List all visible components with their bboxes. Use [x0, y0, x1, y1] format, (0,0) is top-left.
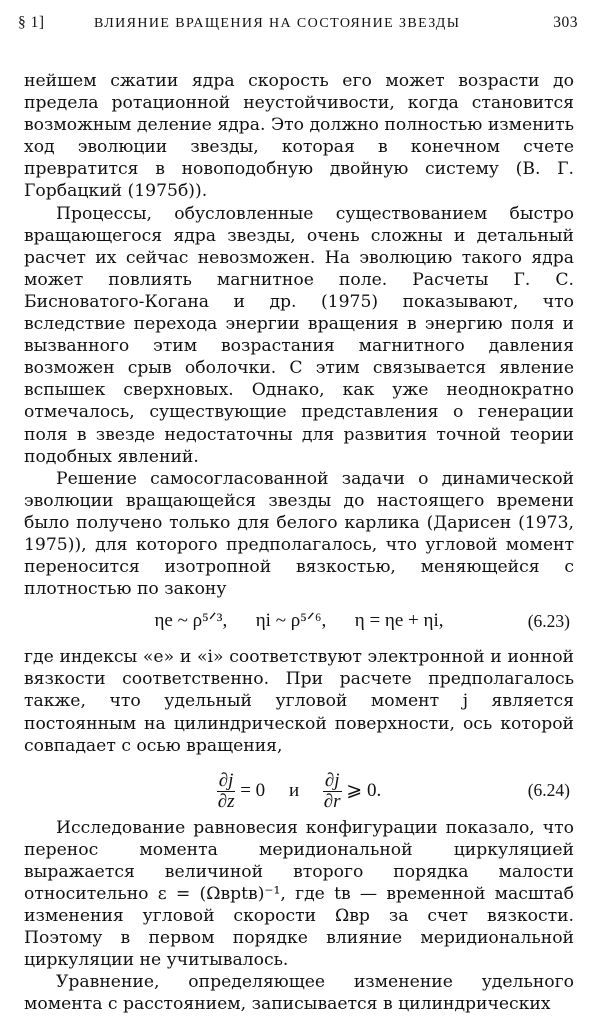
page-number: 303 — [553, 14, 578, 31]
eq-relation-zero: = 0 — [240, 779, 266, 801]
section-marker: § 1] — [18, 14, 45, 31]
eq-term-total-viscosity: η = ηe + ηi, — [354, 610, 444, 632]
paragraph-4: где индексы «e» и «i» соответствуют электронной и ионной вязкости соответственно. При расчете предполагалось также, что удельный угловой момент j является постоянным на цилиндрической поверхности, ось которой совпадает с осью вращения, — [24, 647, 574, 756]
eq-term-electron-viscosity: ηe ~ ρ⁵ᐟ³, — [154, 610, 228, 632]
equation-6-24 — [24, 757, 574, 817]
running-header — [18, 14, 578, 40]
equation-6-23 — [24, 600, 574, 646]
paragraph-5: Исследование равновесия конфигурации показало, что перенос момента меридиональной циркуляцией выражается величиной второго порядка малости относительно ε = (Ωврtв)⁻¹, где tв — временной масштаб изменения угловой скорости Ωвр за счет вязкости. Поэтому в первом порядке влияние меридиональной циркуляции не учитывалось. — [24, 817, 574, 971]
paragraph-2: Процессы, обусловленные существованием быстро вращающегося ядра звезды, очень сложны и детальный расчет их сейчас невозможен. На эволюцию такого ядра может повлиять магнитное поле. Расчеты Г. С. Бисноватого-Когана и др. (1975) показывают, что вследствие перехода энергии вращения в энергию поля и вызванного этим возрастания магнитного давления возможен срыв оболочки. С этим связывается явление вспышек сверхновых. Однако, как уже неоднократно отмечалось, существующие представления о генерации поля в звезде недостаточны для развития точной теории подобных явлений. — [24, 203, 574, 467]
eq-term-ion-viscosity: ηi ~ ρ⁵ᐟ⁶, — [255, 610, 327, 632]
paragraph-1: нейшем сжатии ядра скорость его может возрасти до предела ротационной неустойчивости, когда становится возможным деление ядра. Это должно полностью изменить ход эволюции звезды, которая в конечном счете превратится в новоподобную двойную систему (В. Г. Горбацкий (1975б)). — [24, 71, 574, 202]
paragraph-3: Решение самосогласованной задачи о динамической эволюции вращающейся звезды до настоящего времени было получено только для белого карлика (Дарисен (1973, 1975)), для которого предполагалось, что угловой момент переносится изотропной вязкостью, меняющейся с плотностью по закону — [24, 468, 574, 600]
eq-conjunction: и — [288, 779, 300, 801]
equation-number: (6.24) — [527, 779, 570, 800]
partial-j-dz: $\frac{\partial j}{\partial z}$ — [217, 769, 235, 812]
page-body — [24, 70, 574, 1016]
eq-relation-nonneg: ⩾ 0. — [346, 779, 382, 801]
equation-number: (6.23) — [527, 611, 570, 632]
paragraph-6: Уравнение, определяющее изменение удельного момента с расстоянием, записывается в цилиндрических — [24, 972, 574, 1015]
chapter-title: ВЛИЯНИЕ ВРАЩЕНИЯ НА СОСТОЯНИЕ ЗВЕЗДЫ — [94, 16, 461, 31]
partial-j-dr: $\frac{\partial j}{\partial r}$ — [323, 769, 341, 812]
